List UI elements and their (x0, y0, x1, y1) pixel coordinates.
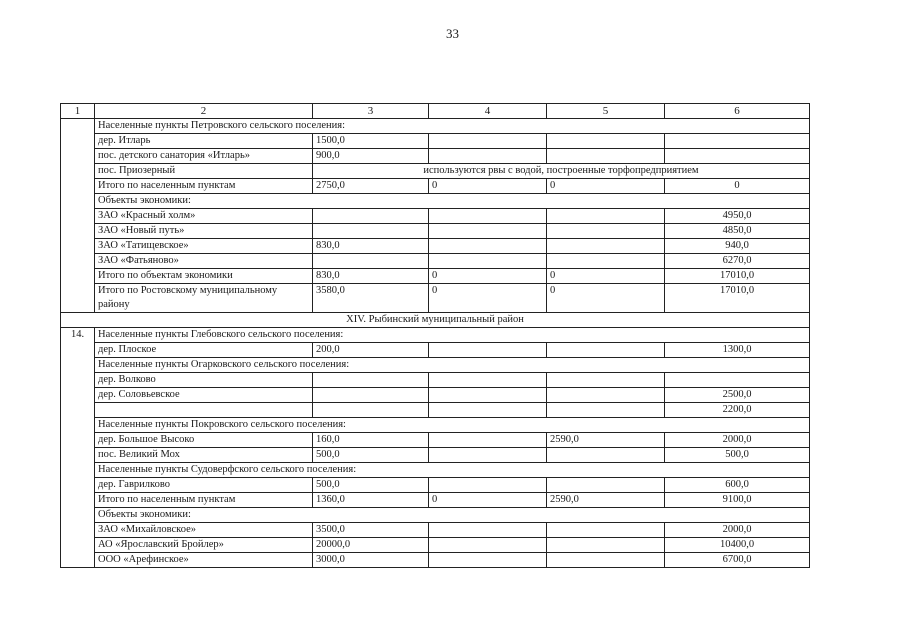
section-title: XIV. Рыбинский муниципальный район (61, 313, 810, 328)
value-cell-col6: 4850,0 (665, 224, 810, 239)
value-cell-col6: 2200,0 (665, 403, 810, 418)
value-cell-col4 (429, 149, 547, 164)
group-heading-cell: Объекты экономики: (95, 194, 810, 209)
table-row (61, 284, 810, 313)
value-cell-col3: 3000,0 (313, 553, 429, 568)
value-cell-col4 (429, 134, 547, 149)
value-cell-col6: 1300,0 (665, 343, 810, 358)
table-row (61, 508, 810, 523)
name-cell: Итого по населенным пунктам (95, 493, 313, 508)
value-cell-col3: 3580,0 (313, 284, 429, 313)
value-cell-col3: 900,0 (313, 149, 429, 164)
value-cell-col3 (313, 224, 429, 239)
name-cell: Итого по Ростовскому муниципальному району (95, 284, 313, 313)
column-header: 1 (61, 104, 95, 119)
name-cell: Итого по объектам экономики (95, 269, 313, 284)
header-row (61, 104, 810, 119)
table-row (61, 523, 810, 538)
value-cell-col5 (547, 149, 665, 164)
table-row (61, 164, 810, 179)
column-header: 4 (429, 104, 547, 119)
value-cell-col6: 600,0 (665, 478, 810, 493)
table-row (61, 418, 810, 433)
value-cell-col3: 160,0 (313, 433, 429, 448)
value-cell-col5 (547, 478, 665, 493)
table-row (61, 478, 810, 493)
value-cell-col3: 500,0 (313, 478, 429, 493)
value-cell-col5 (547, 373, 665, 388)
column-header: 2 (95, 104, 313, 119)
value-cell-col3: 830,0 (313, 239, 429, 254)
name-cell: пос. Приозерный (95, 164, 313, 179)
value-cell-col4: 0 (429, 269, 547, 284)
table-row (61, 553, 810, 568)
name-cell: ООО «Арефинское» (95, 553, 313, 568)
value-cell-col4: 0 (429, 493, 547, 508)
table-row (61, 538, 810, 553)
value-cell-col4 (429, 433, 547, 448)
value-cell-col3 (313, 209, 429, 224)
name-cell: пос. Великий Мох (95, 448, 313, 463)
value-cell-col4 (429, 209, 547, 224)
name-cell: дер. Гаврилково (95, 478, 313, 493)
value-cell-col3: 500,0 (313, 448, 429, 463)
value-cell-col4 (429, 343, 547, 358)
value-cell-col6: 0 (665, 179, 810, 194)
table-row (61, 433, 810, 448)
name-cell: ЗАО «Фатьяново» (95, 254, 313, 269)
value-cell-col3: 830,0 (313, 269, 429, 284)
note-cell: используются рвы с водой, построенные торфопредприятием (313, 164, 810, 179)
value-cell-col6 (665, 134, 810, 149)
value-cell-col3: 2750,0 (313, 179, 429, 194)
group-heading-cell: Населенные пункты Глебовского сельского поселения: (95, 328, 810, 343)
table-row (61, 179, 810, 194)
name-cell: АО «Ярославский Бройлер» (95, 538, 313, 553)
name-cell: дер. Большое Высоко (95, 433, 313, 448)
value-cell-col6 (665, 149, 810, 164)
value-cell-col3 (313, 373, 429, 388)
section-title-row (61, 313, 810, 328)
group-heading-cell: Населенные пункты Петровского сельского поселения: (95, 119, 810, 134)
value-cell-col4 (429, 478, 547, 493)
value-cell-col4: 0 (429, 179, 547, 194)
table-row (61, 194, 810, 209)
value-cell-col5 (547, 403, 665, 418)
value-cell-col6: 2000,0 (665, 433, 810, 448)
name-cell: ЗАО «Михайловское» (95, 523, 313, 538)
value-cell-col4 (429, 553, 547, 568)
value-cell-col3: 20000,0 (313, 538, 429, 553)
name-cell: дер. Соловьевское (95, 388, 313, 403)
value-cell-col3 (313, 403, 429, 418)
row-number-cell (61, 119, 95, 313)
table-row (61, 239, 810, 254)
value-cell-col6 (665, 373, 810, 388)
value-cell-col4 (429, 403, 547, 418)
value-cell-col4 (429, 538, 547, 553)
table-row (61, 134, 810, 149)
value-cell-col5 (547, 538, 665, 553)
value-cell-col5 (547, 523, 665, 538)
table-row (61, 343, 810, 358)
name-cell: пос. детского санатория «Итларь» (95, 149, 313, 164)
name-cell: Итого по населенным пунктам (95, 179, 313, 194)
table-row (61, 358, 810, 373)
value-cell-col4 (429, 523, 547, 538)
value-cell-col3: 3500,0 (313, 523, 429, 538)
value-cell-col6: 6700,0 (665, 553, 810, 568)
value-cell-col5: 0 (547, 269, 665, 284)
group-heading-cell: Населенные пункты Покровского сельского поселения: (95, 418, 810, 433)
value-cell-col6: 500,0 (665, 448, 810, 463)
value-cell-col6: 9100,0 (665, 493, 810, 508)
value-cell-col5: 2590,0 (547, 493, 665, 508)
value-cell-col6: 6270,0 (665, 254, 810, 269)
name-cell (95, 403, 313, 418)
value-cell-col6: 940,0 (665, 239, 810, 254)
name-cell: ЗАО «Татищевское» (95, 239, 313, 254)
value-cell-col6: 2000,0 (665, 523, 810, 538)
value-cell-col4 (429, 254, 547, 269)
value-cell-col3: 1500,0 (313, 134, 429, 149)
table-row (61, 373, 810, 388)
value-cell-col4 (429, 224, 547, 239)
value-cell-col5: 2590,0 (547, 433, 665, 448)
value-cell-col3: 200,0 (313, 343, 429, 358)
value-cell-col4 (429, 239, 547, 254)
group-heading-cell: Объекты экономики: (95, 508, 810, 523)
value-cell-col6: 2500,0 (665, 388, 810, 403)
column-header: 5 (547, 104, 665, 119)
value-cell-col5 (547, 134, 665, 149)
table-body (61, 104, 810, 568)
table-row (61, 403, 810, 418)
value-cell-col6: 4950,0 (665, 209, 810, 224)
value-cell-col5 (547, 388, 665, 403)
value-cell-col3 (313, 254, 429, 269)
value-cell-col6: 17010,0 (665, 269, 810, 284)
table-row (61, 269, 810, 284)
table-row (61, 224, 810, 239)
value-cell-col5 (547, 553, 665, 568)
value-cell-col5 (547, 239, 665, 254)
name-cell: ЗАО «Новый путь» (95, 224, 313, 239)
value-cell-col3: 1360,0 (313, 493, 429, 508)
column-header: 3 (313, 104, 429, 119)
table-row (61, 388, 810, 403)
value-cell-col5: 0 (547, 179, 665, 194)
group-heading-cell: Населенные пункты Огарковского сельского поселения: (95, 358, 810, 373)
column-header: 6 (665, 104, 810, 119)
name-cell: дер. Итларь (95, 134, 313, 149)
value-cell-col5: 0 (547, 284, 665, 313)
table-row (61, 209, 810, 224)
value-cell-col4 (429, 373, 547, 388)
value-cell-col4: 0 (429, 284, 547, 313)
value-cell-col5 (547, 254, 665, 269)
data-table (60, 103, 810, 568)
value-cell-col5 (547, 224, 665, 239)
value-cell-col4 (429, 388, 547, 403)
table-row (61, 328, 810, 343)
page-number: 33 (446, 26, 459, 41)
value-cell-col6: 10400,0 (665, 538, 810, 553)
name-cell: дер. Волково (95, 373, 313, 388)
name-cell: ЗАО «Красный холм» (95, 209, 313, 224)
value-cell-col5 (547, 448, 665, 463)
table-row (61, 448, 810, 463)
value-cell-col5 (547, 343, 665, 358)
table-row (61, 119, 810, 134)
table-row (61, 149, 810, 164)
group-heading-cell: Населенные пункты Судоверфского сельского поселения: (95, 463, 810, 478)
table-row (61, 463, 810, 478)
value-cell-col3 (313, 388, 429, 403)
value-cell-col5 (547, 209, 665, 224)
value-cell-col4 (429, 448, 547, 463)
row-number-cell: 14. (61, 328, 95, 568)
table-row (61, 254, 810, 269)
table-row (61, 493, 810, 508)
name-cell: дер. Плоское (95, 343, 313, 358)
value-cell-col6: 17010,0 (665, 284, 810, 313)
